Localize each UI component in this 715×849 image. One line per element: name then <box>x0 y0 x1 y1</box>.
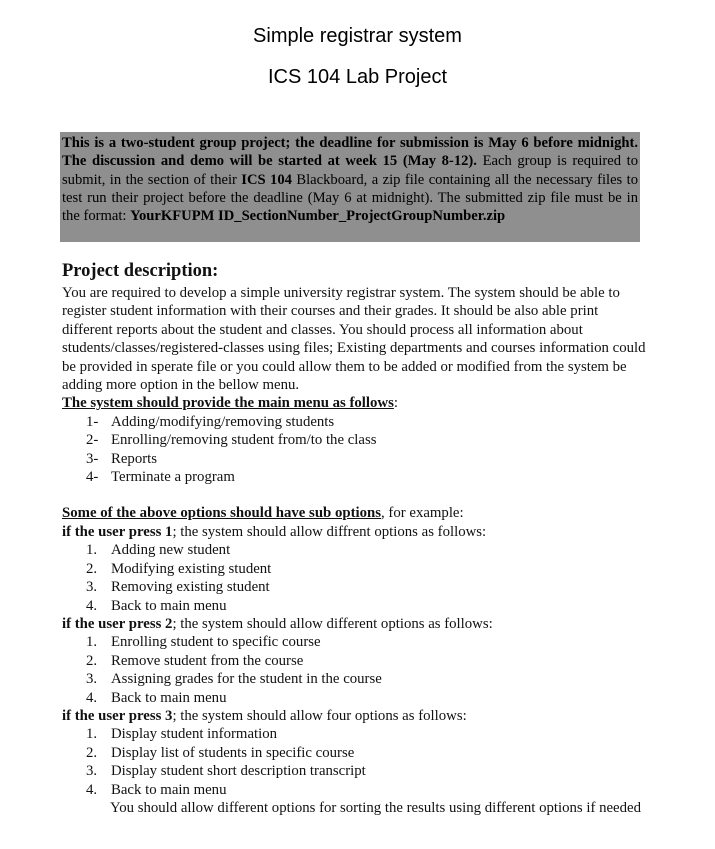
list-item-label: Assigning grades for the student in the course <box>111 671 382 688</box>
list-item <box>86 744 647 762</box>
list-item-label: Back to main menu <box>111 781 227 798</box>
list-item <box>86 450 647 468</box>
list-item <box>86 560 647 578</box>
list-item <box>86 597 647 615</box>
list-item-label: Enrolling student to specific course <box>111 634 321 651</box>
list-item-label: Terminate a program <box>111 469 235 486</box>
list-item-number: 1. <box>86 634 98 651</box>
submenu-2-list <box>62 633 647 707</box>
submenu-3-list <box>62 725 647 799</box>
list-item <box>86 468 647 486</box>
list-item-label: Back to main menu <box>111 689 227 706</box>
list-item-number: 4. <box>86 597 98 614</box>
list-item-number: 4. <box>86 689 98 706</box>
list-item <box>86 413 647 431</box>
submenu-3-intro <box>62 707 647 725</box>
submenu-1-intro <box>62 523 647 541</box>
list-item-number: 4. <box>86 781 98 798</box>
submenu-lead-rest: ; the system should allow four options as follows: <box>172 707 467 724</box>
sub-options-intro-text: Some of the above options should have sub options <box>62 505 382 522</box>
list-item <box>86 762 647 780</box>
list-item-number: 2. <box>86 744 98 761</box>
list-item-label: Modifying existing student <box>111 560 272 577</box>
list-item-number: 1- <box>86 413 99 430</box>
notice-text-1: Each group is required to submit, in the section of their <box>62 153 638 188</box>
list-item-label: Enrolling/removing student from/to the class <box>111 432 377 449</box>
list-item <box>86 781 647 799</box>
list-item-label: Removing existing student <box>111 579 270 596</box>
list-item-label: Display student short description transcript <box>111 763 366 780</box>
list-item-label: Remove student from the course <box>111 652 304 669</box>
list-item <box>86 541 647 559</box>
deadline-notice <box>60 132 640 242</box>
main-menu-intro-colon: : <box>393 395 398 412</box>
list-item-number: 2. <box>86 652 98 669</box>
main-menu-intro-text: The system should provide the main menu as follows <box>62 395 394 412</box>
list-item <box>86 652 647 670</box>
list-item <box>86 689 647 707</box>
list-item-number: 3. <box>86 763 98 780</box>
notice-text-2: Blackboard, a zip file containing all the necessary files to test run their project before the deadline (May 6 at midnight). The submitted zip file must be in the format: <box>62 171 638 225</box>
list-item-number: 3. <box>86 579 98 596</box>
list-item-number: 3- <box>86 450 99 467</box>
sub-options-intro <box>62 504 647 522</box>
document-subtitle: ICS 104 Lab Project <box>268 66 447 88</box>
notice-deadline-text: This is a two-student group project; the deadline for submission is May 6 before midnight. The discussion and demo will be started at week 15 (May 8-12). <box>62 135 638 170</box>
list-item-label: Adding/modifying/removing students <box>111 413 335 430</box>
list-item <box>86 725 647 743</box>
submenu-lead-rest: ; the system should allow diffrent options as follows: <box>172 523 487 540</box>
main-menu-list <box>62 413 647 487</box>
list-item-label: Display list of students in specific course <box>111 744 355 761</box>
submenu-lead: if the user press 2 <box>62 615 173 632</box>
submenu-1-list <box>62 541 647 615</box>
list-item-number: 1. <box>86 542 98 559</box>
list-item-label: Back to main menu <box>111 597 227 614</box>
notice-file-format: YourKFUPM ID_SectionNumber_ProjectGroupNumber.zip <box>130 208 506 225</box>
list-item-number: 2- <box>86 432 99 449</box>
submenu-lead: if the user press 1 <box>62 523 173 540</box>
list-item-label: Adding new student <box>111 542 231 559</box>
notice-course-code: ICS 104 <box>241 171 292 188</box>
list-item <box>86 670 647 688</box>
list-item-label: Reports <box>111 450 158 467</box>
submenu-lead-rest: ; the system should allow different options as follows: <box>172 615 493 632</box>
submenu-lead: if the user press 3 <box>62 707 173 724</box>
sub-options-intro-rest: , for example: <box>381 505 464 522</box>
list-item-label: Display student information <box>111 726 278 743</box>
list-item-number: 4- <box>86 469 99 486</box>
main-menu-intro <box>62 394 647 412</box>
list-item <box>86 431 647 449</box>
list-item-number: 2. <box>86 560 98 577</box>
list-item <box>86 633 647 651</box>
spacer <box>62 486 647 504</box>
list-item-number: 1. <box>86 726 98 743</box>
submenu-2-intro <box>62 615 647 633</box>
list-item-number: 3. <box>86 671 98 688</box>
list-item <box>86 578 647 596</box>
document-title: Simple registrar system <box>253 25 462 47</box>
sorting-note: You should allow different options for sorting the results using different options if needed <box>110 799 641 816</box>
description-paragraph: You are required to develop a simple university registrar system. The system should be able to register student information with their courses and their grades. It should be also able print different reports about the student and classes. You should process all information about students/classes/registered-classes using files; Existing departments and courses information could be provided in sperate file or you could allow them to be added or modified from the system be adding more option in the bellow menu. <box>62 285 646 394</box>
document-header <box>0 22 715 91</box>
section-heading: Project description: <box>62 261 219 281</box>
project-description <box>62 259 647 817</box>
